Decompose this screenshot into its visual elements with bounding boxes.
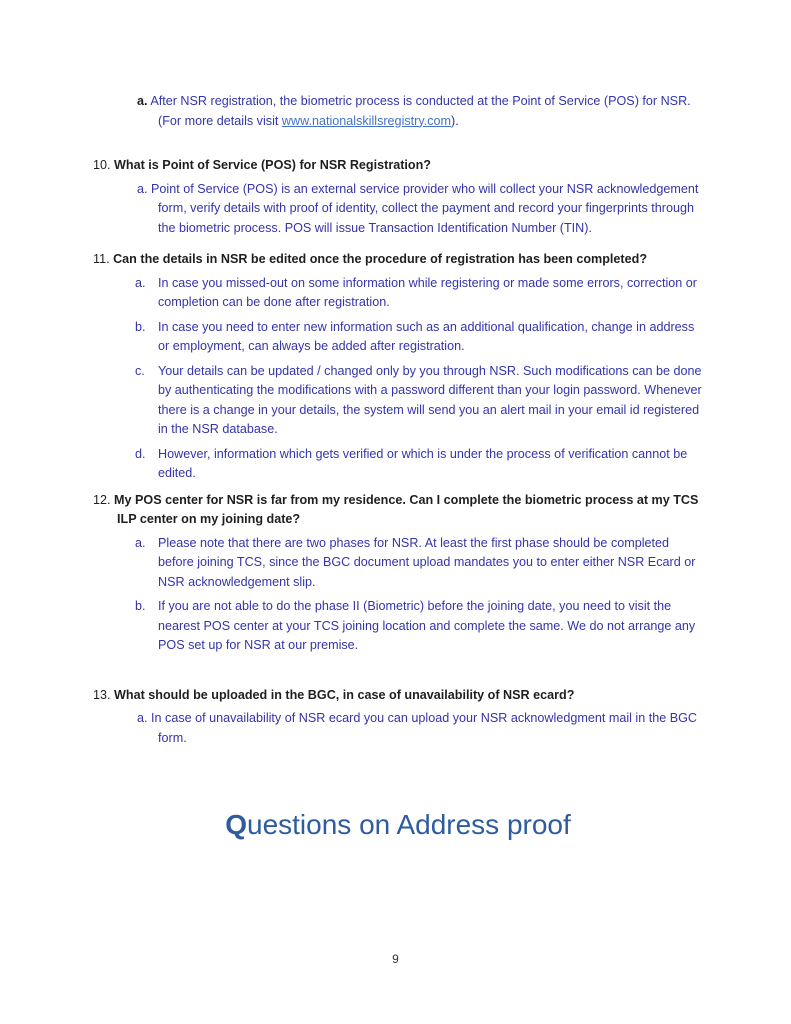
question-number: 10. bbox=[93, 158, 111, 172]
answer-marker: b. bbox=[135, 599, 146, 613]
answer-text: In case you need to enter new information such as an additional qualification, change in address or employment, can always be added after registration. bbox=[158, 319, 695, 353]
answer-item bbox=[93, 597, 703, 656]
answer-item bbox=[93, 534, 703, 593]
question-text: What is Point of Service (POS) for NSR Registration? bbox=[114, 158, 431, 172]
answer-text: Please note that there are two phases for NSR. At least the first phase should be completed before joining TCS, since the BGC document upload mandates you to enter either NSR Ecard or NSR acknowledgement slip. bbox=[158, 535, 696, 589]
answer-text: In case of unavailability of NSR ecard you can upload your NSR acknowledgment mail in the BGC form. bbox=[147, 711, 698, 745]
question-heading bbox=[93, 686, 703, 706]
question-block-11 bbox=[93, 250, 703, 484]
answer-marker: a. bbox=[137, 181, 148, 196]
answer-item bbox=[93, 709, 703, 748]
question-number: 11. bbox=[93, 252, 110, 266]
question-block-10 bbox=[93, 156, 703, 238]
answer-marker: b. bbox=[135, 319, 146, 334]
answer-item bbox=[93, 180, 703, 239]
intro-answer-item bbox=[93, 92, 703, 131]
question-block-13 bbox=[93, 686, 703, 749]
answer-text: However, information which gets verified or which is under the process of verification cannot be edited. bbox=[158, 446, 688, 480]
answer-marker: a. bbox=[137, 94, 148, 108]
question-text: Can the details in NSR be edited once the procedure of registration has been completed? bbox=[113, 252, 648, 266]
answer-item bbox=[93, 445, 703, 484]
section-heading-lead: Q bbox=[225, 809, 247, 840]
nsr-registry-link[interactable]: www.nationalskillsregistry.com bbox=[281, 113, 452, 128]
answer-marker: a. bbox=[137, 711, 148, 725]
question-heading bbox=[93, 156, 703, 176]
answer-item bbox=[93, 362, 703, 440]
question-heading bbox=[93, 250, 703, 270]
answers bbox=[93, 180, 703, 239]
answer-marker: d. bbox=[135, 446, 146, 461]
answer-text: After NSR registration, the biometric process is conducted at the Point of Service (POS) for NSR. (For more details visit bbox=[147, 94, 691, 128]
question-heading bbox=[93, 491, 703, 530]
section-heading-rest: uestions on Address proof bbox=[247, 809, 571, 840]
section-heading bbox=[93, 808, 703, 842]
answer-text: Point of Service (POS) is an external service provider who will collect your NSR acknowledgement form, verify details with proof of identity, collect the payment and record your fingerprints through the biometric process. POS will issue Transaction Identification Number (TIN). bbox=[147, 181, 699, 235]
answers bbox=[93, 709, 703, 748]
answer-item bbox=[93, 274, 703, 313]
answer-text: Your details can be updated / changed only by you through NSR. Such modifications can be done by authenticating the modifications with a password different than your login password. Whenever there is a change in your details, the system will send you an alert mail in your email id registered in the NSR database. bbox=[158, 363, 702, 436]
answer-marker: a. bbox=[135, 275, 146, 290]
question-text: My POS center for NSR is far from my residence. Can I complete the biometric process at my TCS ILP center on my joining date? bbox=[114, 492, 699, 526]
answer-marker: c. bbox=[135, 363, 145, 378]
question-block-12 bbox=[93, 491, 703, 656]
answers bbox=[93, 274, 703, 484]
answer-text-suffix: ). bbox=[451, 113, 459, 128]
answer-marker: a. bbox=[135, 535, 146, 550]
answers bbox=[93, 534, 703, 656]
question-number: 12. bbox=[93, 492, 111, 507]
question-number: 13. bbox=[93, 687, 111, 702]
answer-text: In case you missed-out on some information while registering or made some errors, correction or completion can be done after registration. bbox=[158, 275, 697, 309]
answer-item bbox=[93, 318, 703, 357]
answer-text: If you are not able to do the phase II (Biometric) before the joining date, you need to visit the nearest POS center at your TCS joining location and complete the same. We do not arrange any POS set up for NSR at our premise. bbox=[158, 599, 696, 652]
page-number: 9 bbox=[392, 952, 399, 966]
question-text: What should be uploaded in the BGC, in case of unavailability of NSR ecard? bbox=[114, 687, 575, 702]
